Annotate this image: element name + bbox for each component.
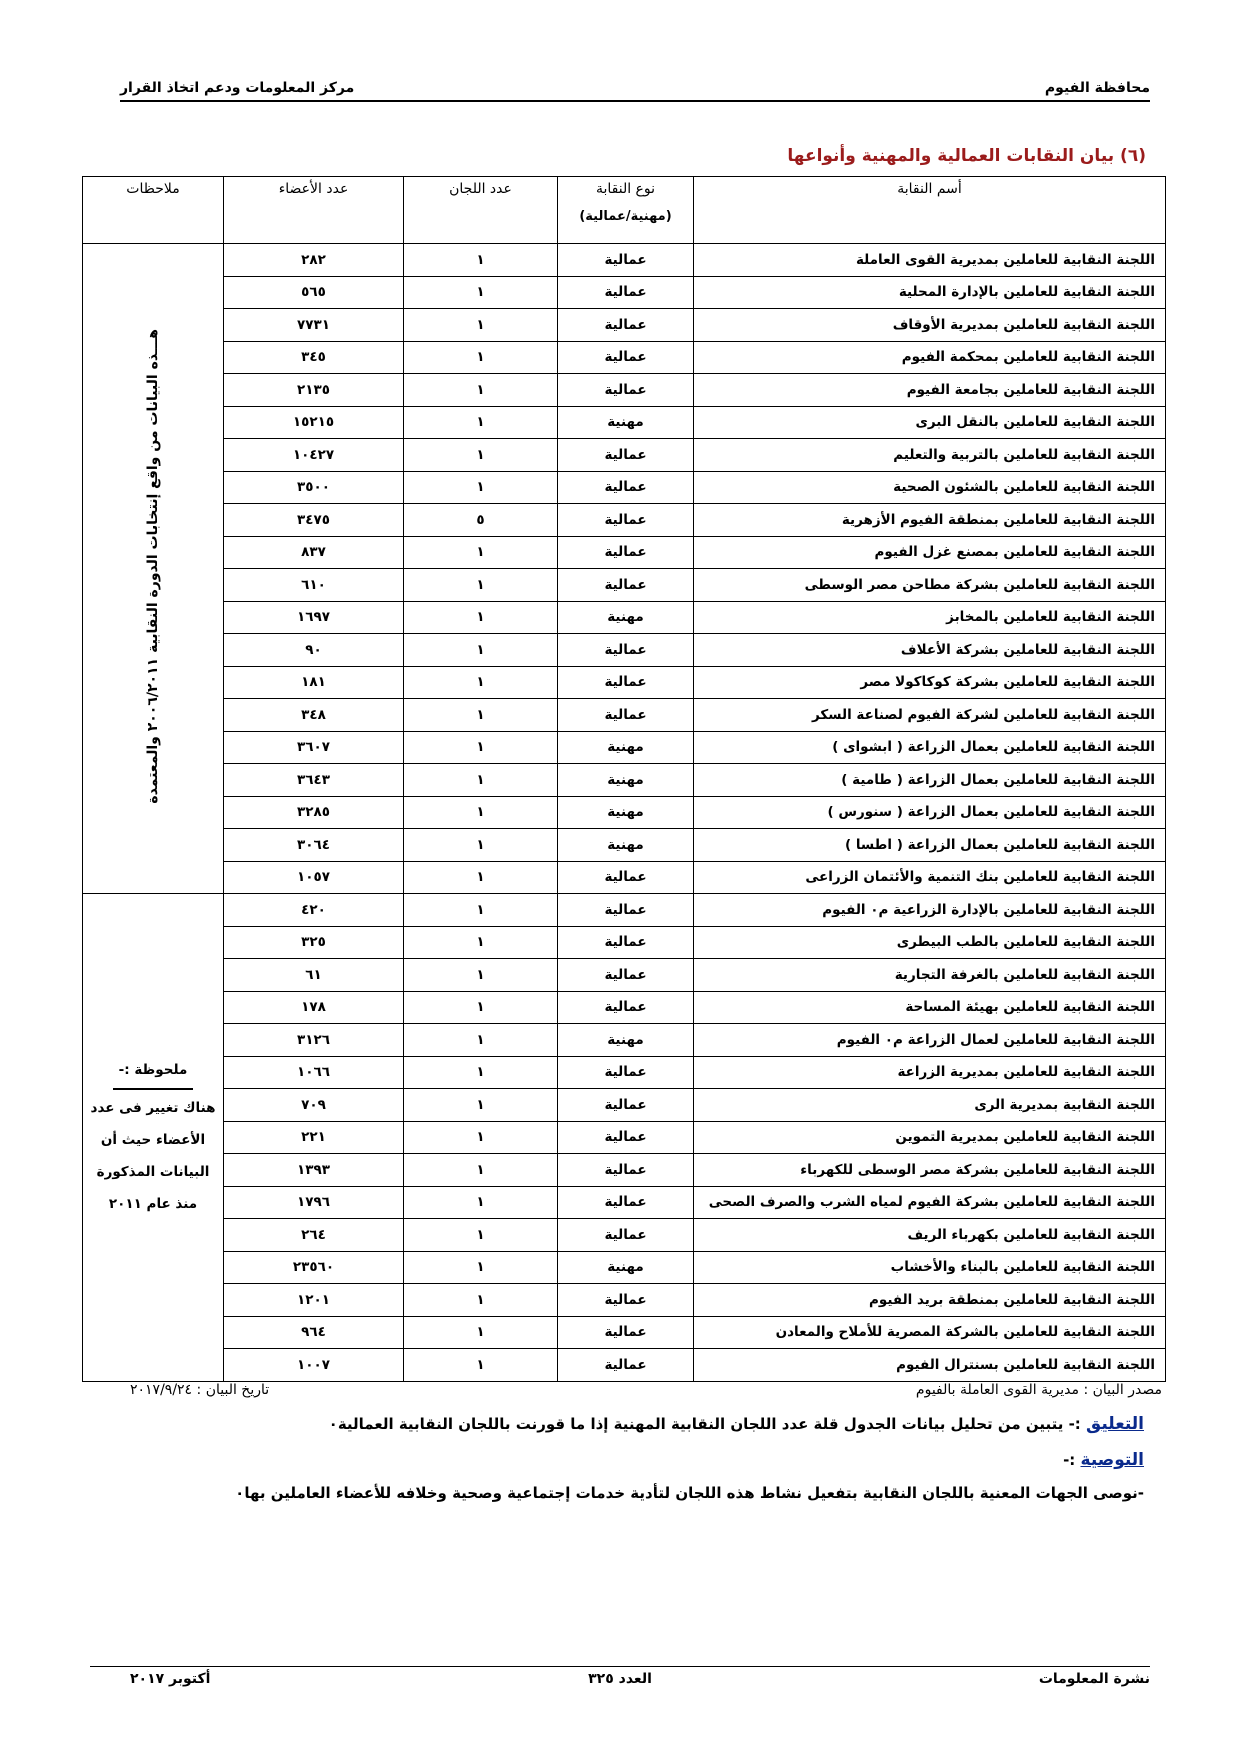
page-header [120,80,1150,102]
cell-name: اللجنة النقابية للعاملين بعمال الزراعة ( ابشواى ) [694,731,1166,764]
cell-members: ٩٦٤ [224,1316,404,1349]
note-line: البيانات المذكورة [96,1164,210,1181]
cell-type: عمالية [558,569,694,602]
footer-publication: نشرة المعلومات [1038,1671,1150,1687]
note-line: منذ عام ٢٠١١ [108,1196,198,1213]
table-row [83,1121,1166,1154]
table-row [83,991,1166,1024]
table-header-row [83,177,1166,244]
cell-type: عمالية [558,1219,694,1252]
cell-name: اللجنة النقابية للعاملين بشركة مصر الوسطى للكهرباء [694,1154,1166,1187]
date-note: تاريخ البيان : ٢٠١٧/٩/٢٤ [130,1382,270,1398]
cell-type: عمالية [558,1186,694,1219]
recommendation-text: -نوصى الجهات المعنية باللجان النقابية بتفعيل نشاط هذه اللجان لتأدية خدمات إجتماعية وصحية وخلافه للأعضاء العاملين بها٠ [235,1484,1144,1502]
note-line: الأعضاء حيث أن [100,1132,206,1149]
cell-committees: ١ [404,1316,558,1349]
cell-committees: ١ [404,309,558,342]
cell-name: اللجنة النقابية للعاملين لشركة الفيوم لصناعة السكر [694,699,1166,732]
cell-type: عمالية [558,894,694,927]
cell-type: عمالية [558,504,694,537]
cell-committees: ١ [404,1284,558,1317]
table-row [83,666,1166,699]
cell-type: عمالية [558,861,694,894]
cell-type: عمالية [558,991,694,1024]
cell-members: ١٨١ [224,666,404,699]
cell-members: ١٧٨ [224,991,404,1024]
table-row [83,796,1166,829]
notes-vertical-text: هـــذه البيانات من واقع إنتخابات الدورة النقابية ٢٠٠٦/٢٠١١ والمعتمدة [145,329,161,804]
recommendation-heading [1063,1450,1144,1470]
cell-members: ١٦٩٧ [224,601,404,634]
table-row [83,731,1166,764]
cell-committees: ١ [404,406,558,439]
table-row [83,569,1166,602]
cell-name: اللجنة النقابية للعاملين بشركة الفيوم لمياه الشرب والصرف الصحى [694,1186,1166,1219]
cell-committees: ١ [404,1186,558,1219]
cell-committees: ١ [404,699,558,732]
cell-members: ٣٠٦٤ [224,829,404,862]
cell-committees: ١ [404,926,558,959]
cell-type: عمالية [558,1121,694,1154]
cell-type: مهنية [558,1251,694,1284]
cell-name: اللجنة النقابية للعاملين بمديرية التموين [694,1121,1166,1154]
cell-committees: ١ [404,276,558,309]
recommendation-suffix: :- [1063,1451,1081,1469]
table-row [83,764,1166,797]
comment-text: :- يتبين من تحليل بيانات الجدول قلة عدد اللجان النقابية المهنية إذا ما قورنت باللجان النقابية العمالية٠ [328,1415,1087,1433]
cell-committees: ١ [404,471,558,504]
cell-name: اللجنة النقابية للعاملين بالطب البيطرى [694,926,1166,959]
footer-date: أكتوبر ٢٠١٧ [130,1671,211,1687]
cell-committees: ١ [404,341,558,374]
table-row [83,601,1166,634]
cell-committees: ١ [404,439,558,472]
table-row [83,439,1166,472]
cell-name: اللجنة النقابية للعاملين بمديرية القوى العاملة [694,244,1166,277]
table-row [83,1219,1166,1252]
cell-type: عمالية [558,374,694,407]
header-center: مركز المعلومات ودعم اتخاذ القرار [120,80,355,96]
table-row [83,1056,1166,1089]
note-line: هناك تغيير فى عدد [90,1100,216,1117]
cell-committees: ١ [404,536,558,569]
cell-committees: ١ [404,1251,558,1284]
col-header-type-sub: (مهنية/عمالية) [579,209,672,224]
cell-members: ٣٤٨ [224,699,404,732]
cell-name: اللجنة النقابية للعاملين بمحكمة الفيوم [694,341,1166,374]
cell-name: اللجنة النقابية للعاملين بمديرية الزراعة [694,1056,1166,1089]
table-row [83,471,1166,504]
table-row [83,309,1166,342]
cell-type: عمالية [558,471,694,504]
table-row [83,634,1166,667]
note-title: ملحوظة :- [118,1062,188,1079]
cell-members: ١٠٠٧ [224,1349,404,1382]
table-row [83,244,1166,277]
source-note: مصدر البيان : مديرية القوى العاملة بالفيوم [915,1382,1162,1398]
col-header-members: عدد الأعضاء [224,177,404,244]
cell-name: اللجنة النقابية للعاملين بالبناء والأخشاب [694,1251,1166,1284]
recommendation-label: التوصية [1080,1450,1144,1470]
cell-members: ٥٦٥ [224,276,404,309]
cell-type: مهنية [558,796,694,829]
table-row [83,829,1166,862]
cell-type: مهنية [558,406,694,439]
cell-members: ١٠٦٦ [224,1056,404,1089]
cell-type: عمالية [558,439,694,472]
cell-committees: ١ [404,991,558,1024]
comment-label: التعليق [1086,1414,1144,1434]
table-row [83,1154,1166,1187]
cell-members: ١٢٠١ [224,1284,404,1317]
table-row [83,1024,1166,1057]
cell-committees: ١ [404,1024,558,1057]
note-separator [113,1088,193,1090]
cell-committees: ١ [404,1089,558,1122]
cell-committees: ١ [404,796,558,829]
table-row [83,536,1166,569]
table-row [83,1251,1166,1284]
table-row [83,406,1166,439]
table-row [83,504,1166,537]
cell-type: مهنية [558,731,694,764]
cell-members: ٢٣٥٦٠ [224,1251,404,1284]
cell-members: ٣٤٧٥ [224,504,404,537]
cell-type: عمالية [558,1056,694,1089]
cell-members: ٢٢١ [224,1121,404,1154]
cell-committees: ١ [404,1154,558,1187]
cell-type: عمالية [558,244,694,277]
cell-committees: ١ [404,894,558,927]
cell-name: اللجنة النقابية للعاملين بعمال الزراعة ( اطسا ) [694,829,1166,862]
cell-type: عمالية [558,699,694,732]
header-governorate: محافظة الفيوم [1044,80,1150,96]
table-title: (٦) بيان النقابات العمالية والمهنية وأنواعها [787,146,1146,166]
cell-members: ٣٦٠٧ [224,731,404,764]
cell-name: اللجنة النقابية للعاملين بمديرية الأوقاف [694,309,1166,342]
cell-name: اللجنة النقابية للعاملين بشركة كوكاكولا مصر [694,666,1166,699]
cell-members: ٣٤٥ [224,341,404,374]
col-header-notes: ملاحظات [83,177,224,244]
table-row [83,1284,1166,1317]
cell-members: ٢٦٤ [224,1219,404,1252]
cell-type: مهنية [558,829,694,862]
cell-name: اللجنة النقابية للعاملين بالشركة المصرية للأملاح والمعادن [694,1316,1166,1349]
cell-type: مهنية [558,601,694,634]
cell-committees: ١ [404,1056,558,1089]
cell-committees: ١ [404,1219,558,1252]
cell-type: عمالية [558,309,694,342]
cell-type: عمالية [558,341,694,374]
cell-members: ١٥٢١٥ [224,406,404,439]
table-row [83,861,1166,894]
cell-members: ٤٢٠ [224,894,404,927]
cell-committees: ١ [404,1349,558,1382]
cell-committees: ١ [404,666,558,699]
cell-members: ١٧٩٦ [224,1186,404,1219]
cell-name: اللجنة النقابية بمديرية الرى [694,1089,1166,1122]
cell-members: ١٣٩٣ [224,1154,404,1187]
cell-committees: ١ [404,1121,558,1154]
cell-name: اللجنة النقابية للعاملين بجامعة الفيوم [694,374,1166,407]
col-header-committees: عدد اللجان [404,177,558,244]
cell-type: مهنية [558,764,694,797]
cell-members: ٣٢٥ [224,926,404,959]
cell-members: ١٠٤٢٧ [224,439,404,472]
cell-name: اللجنة النقابية للعاملين بالإدارة الزراعية م٠ الفيوم [694,894,1166,927]
cell-members: ٣٥٠٠ [224,471,404,504]
unions-table [82,176,1166,1382]
cell-committees: ١ [404,861,558,894]
cell-name: اللجنة النقابية للعاملين بشركة الأعلاف [694,634,1166,667]
cell-name: اللجنة النقابية للعاملين بالتربية والتعليم [694,439,1166,472]
footer-issue: العدد ٣٢٥ [588,1671,652,1687]
table-row [83,1186,1166,1219]
table-row [83,1349,1166,1382]
table-row [83,276,1166,309]
cell-type: عمالية [558,276,694,309]
table-row [83,699,1166,732]
cell-name: اللجنة النقابية للعاملين بمنطقة الفيوم الأزهرية [694,504,1166,537]
cell-members: ٧٧٣١ [224,309,404,342]
cell-type: عمالية [558,1154,694,1187]
notes-cell-remark [83,894,224,1382]
table-row [83,926,1166,959]
col-header-name: أسم النقابة [694,177,1166,244]
table-row [83,894,1166,927]
cell-members: ٣٦٤٣ [224,764,404,797]
cell-type: عمالية [558,926,694,959]
cell-members: ٧٠٩ [224,1089,404,1122]
cell-type: عمالية [558,1316,694,1349]
cell-name: اللجنة النقابية للعاملين لعمال الزراعة م٠ الفيوم [694,1024,1166,1057]
cell-name: اللجنة النقابية للعاملين بكهرباء الريف [694,1219,1166,1252]
cell-members: ٩٠ [224,634,404,667]
cell-committees: ١ [404,244,558,277]
notes-cell-elections [83,244,224,894]
table-row [83,1089,1166,1122]
table-row [83,959,1166,992]
table-row [83,374,1166,407]
cell-name: اللجنة النقابية للعاملين بالشئون الصحية [694,471,1166,504]
cell-committees: ١ [404,569,558,602]
cell-type: عمالية [558,1089,694,1122]
comment-paragraph [329,1414,1144,1434]
cell-committees: ١ [404,764,558,797]
cell-name: اللجنة النقابية للعاملين بالإدارة المحلية [694,276,1166,309]
cell-name: اللجنة النقابية للعاملين بمصنع غزل الفيوم [694,536,1166,569]
cell-type: عمالية [558,1349,694,1382]
cell-name: اللجنة النقابية للعاملين بالمخابز [694,601,1166,634]
cell-name: اللجنة النقابية للعاملين بالنقل البرى [694,406,1166,439]
cell-members: ٣١٢٦ [224,1024,404,1057]
cell-type: عمالية [558,536,694,569]
cell-name: اللجنة النقابية للعاملين بنك التنمية والأئتمان الزراعى [694,861,1166,894]
cell-members: ٢١٣٥ [224,374,404,407]
cell-name: اللجنة النقابية للعاملين بعمال الزراعة ( سنورس ) [694,796,1166,829]
table-row [83,341,1166,374]
cell-type: مهنية [558,1024,694,1057]
cell-name: اللجنة النقابية للعاملين بهيئة المساحة [694,991,1166,1024]
cell-type: عمالية [558,666,694,699]
page-footer [90,1666,1150,1689]
cell-members: ٣٢٨٥ [224,796,404,829]
cell-committees: ١ [404,731,558,764]
cell-committees: ١ [404,829,558,862]
cell-members: ٦١٠ [224,569,404,602]
cell-type: عمالية [558,959,694,992]
cell-members: ٨٣٧ [224,536,404,569]
cell-name: اللجنة النقابية للعاملين بالغرفة التجارية [694,959,1166,992]
cell-members: ٦١ [224,959,404,992]
cell-type: عمالية [558,1284,694,1317]
cell-name: اللجنة النقابية للعاملين بعمال الزراعة ( طامية ) [694,764,1166,797]
cell-type: عمالية [558,634,694,667]
cell-name: اللجنة النقابية للعاملين بمنطقة بريد الفيوم [694,1284,1166,1317]
cell-committees: ١ [404,601,558,634]
col-header-type-label: نوع النقابة [595,181,656,197]
cell-committees: ٥ [404,504,558,537]
cell-committees: ١ [404,959,558,992]
cell-members: ١٠٥٧ [224,861,404,894]
cell-name: اللجنة النقابية للعاملين بشركة مطاحن مصر الوسطى [694,569,1166,602]
col-header-type [558,177,694,244]
cell-members: ٢٨٢ [224,244,404,277]
table-row [83,1316,1166,1349]
cell-name: اللجنة النقابية للعاملين بسنترال الفيوم [694,1349,1166,1382]
cell-committees: ١ [404,374,558,407]
cell-committees: ١ [404,634,558,667]
